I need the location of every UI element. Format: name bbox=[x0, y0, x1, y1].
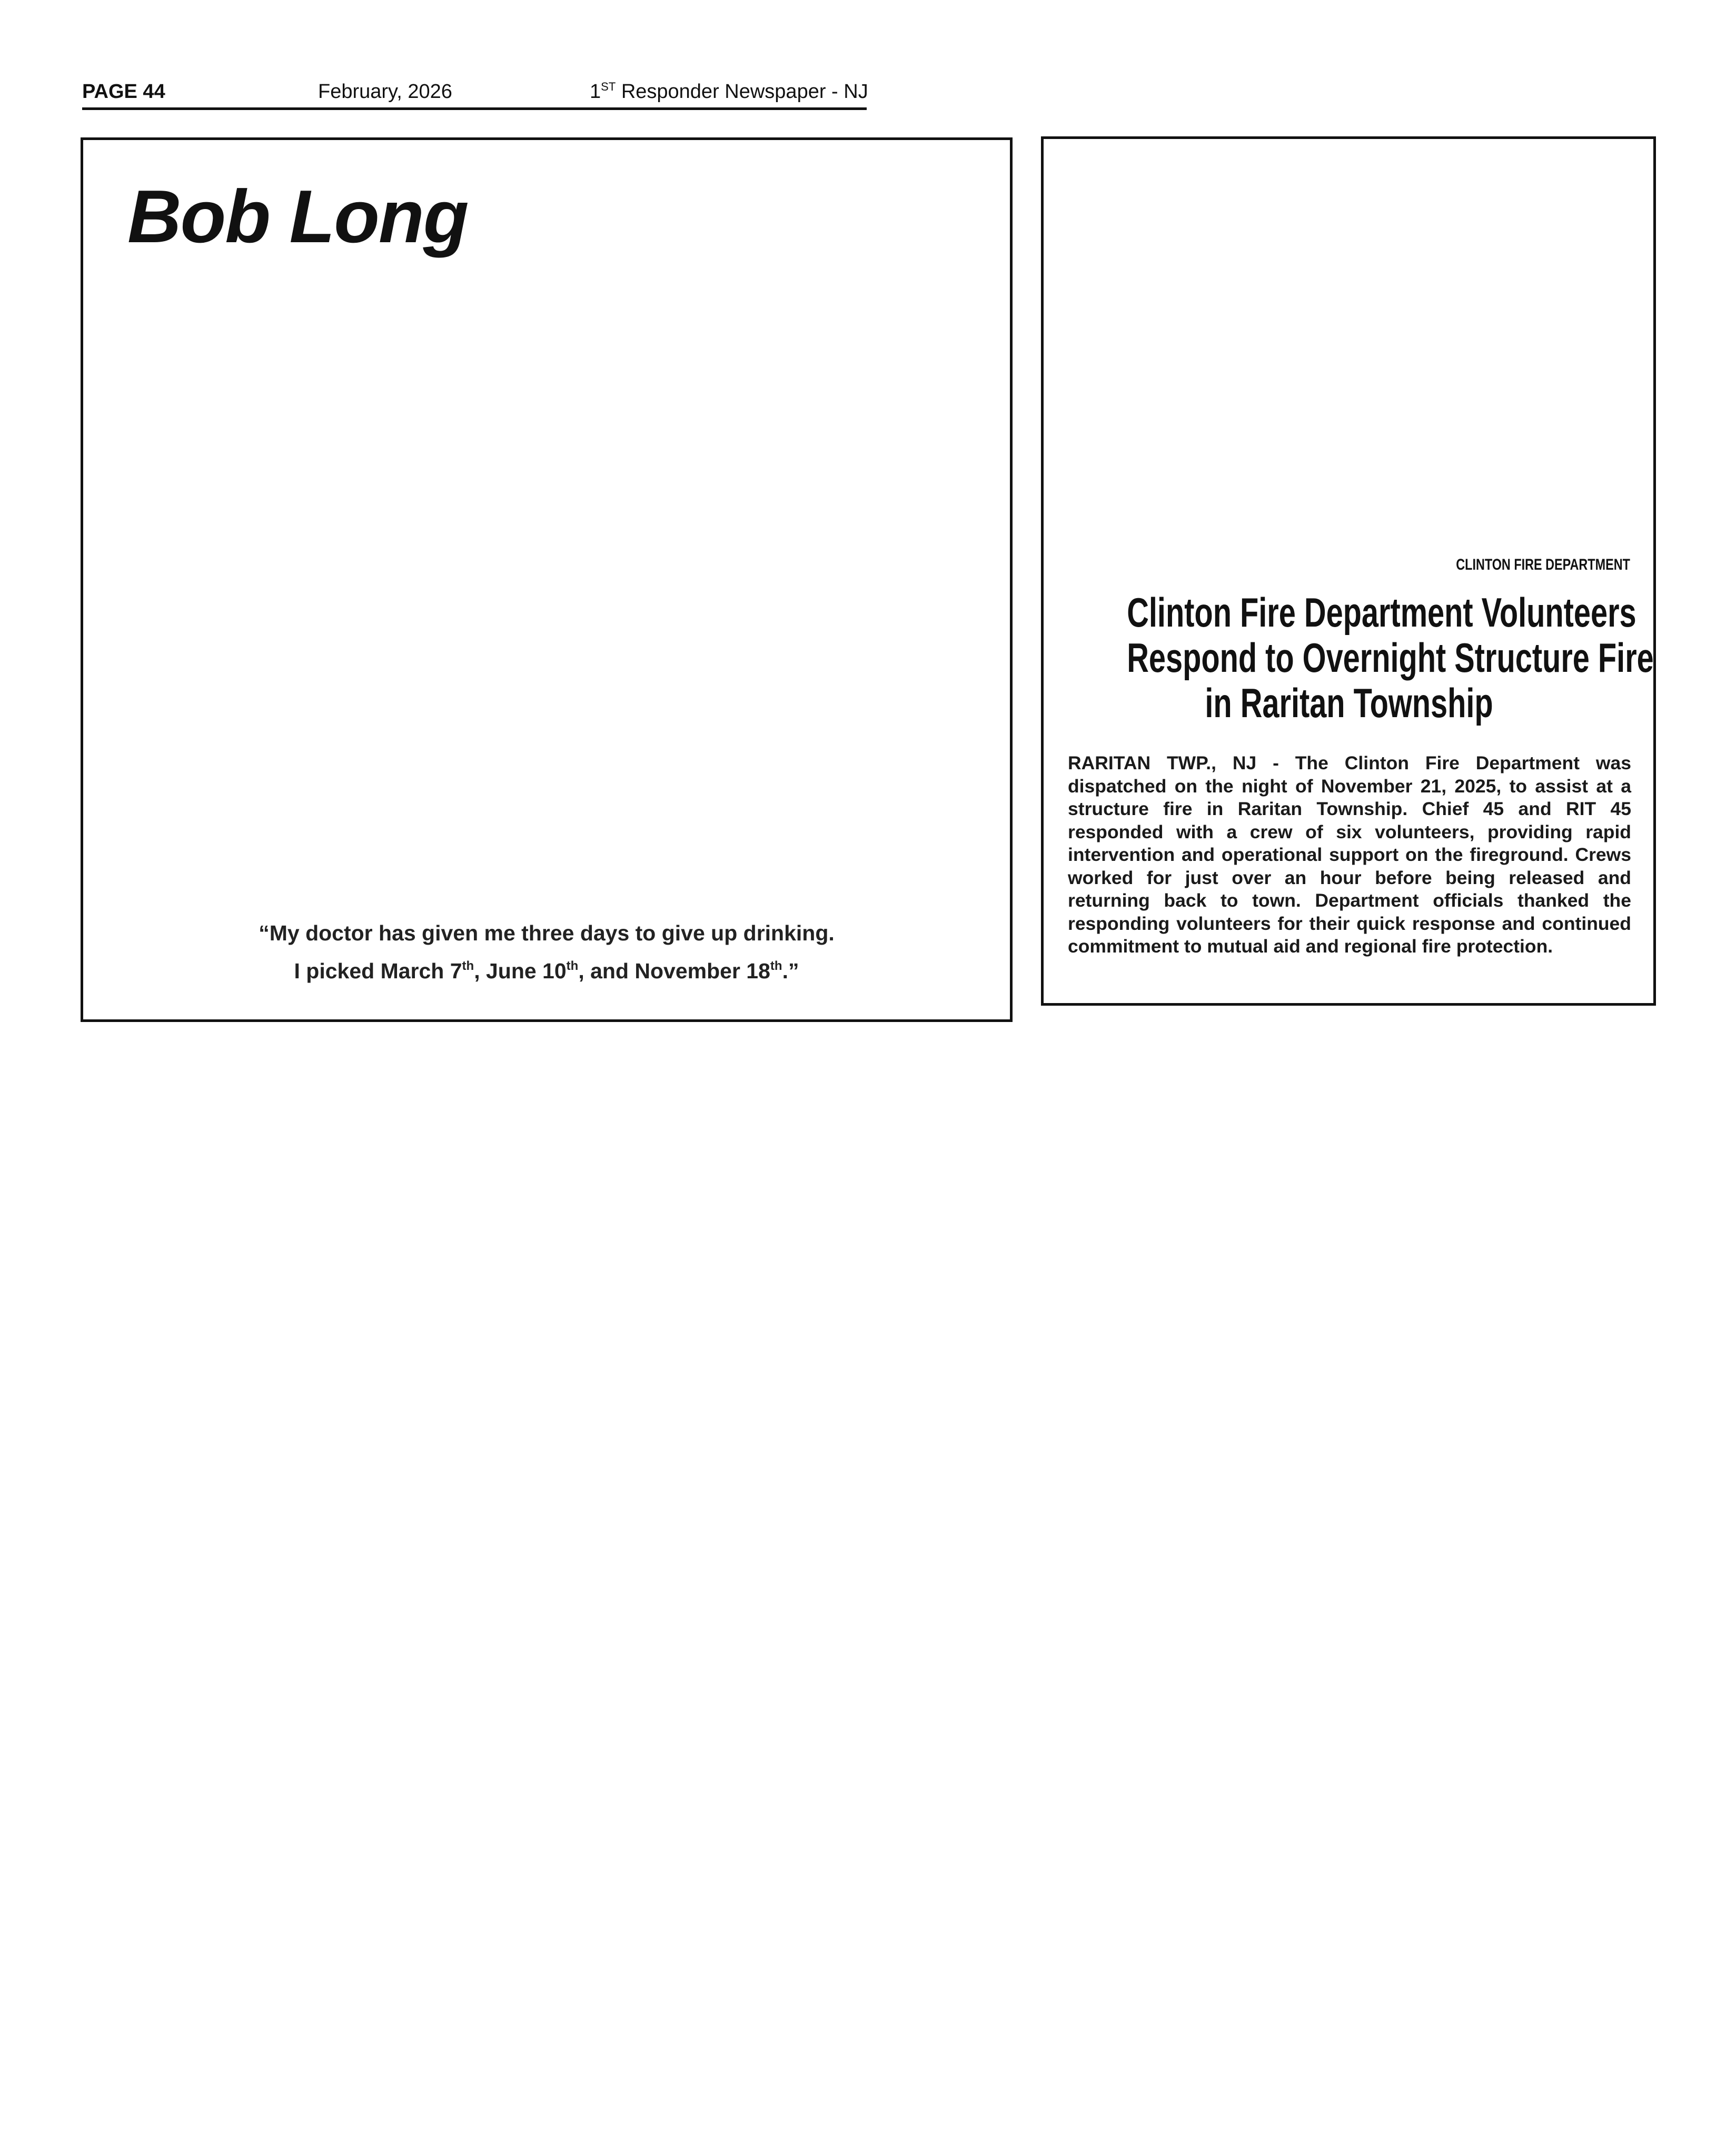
article-headline bbox=[1049, 589, 1654, 726]
cartoon-caption-line-2 bbox=[136, 952, 957, 990]
newspaper-name-superscript: ST bbox=[601, 80, 616, 93]
caption-sup-2: th bbox=[566, 959, 579, 973]
headline-line-3: in Raritan Township bbox=[1205, 680, 1493, 726]
newspaper-name bbox=[590, 80, 868, 103]
issue-date: February, 2026 bbox=[318, 81, 452, 103]
headline-line-2: Respond to Overnight Structure Fire bbox=[1127, 634, 1654, 681]
newspaper-name-text: Responder Newspaper - NJ bbox=[616, 81, 868, 103]
caption-text-c: , and November 18 bbox=[578, 959, 770, 983]
article-kicker: CLINTON FIRE DEPARTMENT bbox=[1456, 556, 1630, 573]
caption-text-a: I picked March 7 bbox=[294, 959, 462, 983]
caption-text-b: , June 10 bbox=[474, 959, 567, 983]
caption-sup-1: th bbox=[462, 959, 474, 973]
newspaper-name-prefix: 1 bbox=[590, 81, 601, 103]
cartoon-panel bbox=[81, 137, 1013, 1022]
caption-sup-3: th bbox=[770, 959, 782, 973]
page-number: PAGE 44 bbox=[82, 81, 165, 103]
cartoon-caption bbox=[136, 914, 957, 990]
article-panel bbox=[1041, 136, 1656, 1006]
cartoon-caption-line-1: “My doctor has given me three days to give up drinking. bbox=[259, 921, 835, 945]
caption-text-d: .” bbox=[782, 959, 799, 983]
page-header bbox=[82, 78, 867, 110]
cartoon-title: Bob Long bbox=[127, 175, 468, 259]
article-body: RARITAN TWP., NJ - The Clinton Fire Department was dispatched on the night of November 21, 2025, to assist at a structure fire in Raritan Township. Chief 45 and RIT 45 responded with a crew of six volunteers, providing rapid intervention and operational support on the fireground. Crews worked for just over an hour before being released and returning back to town. Department officials thanked the responding volunteers for their quick response and continued commitment to mutual aid and regional fire protection. bbox=[1068, 752, 1631, 957]
headline-line-1: Clinton Fire Department Volunteers bbox=[1127, 589, 1636, 636]
